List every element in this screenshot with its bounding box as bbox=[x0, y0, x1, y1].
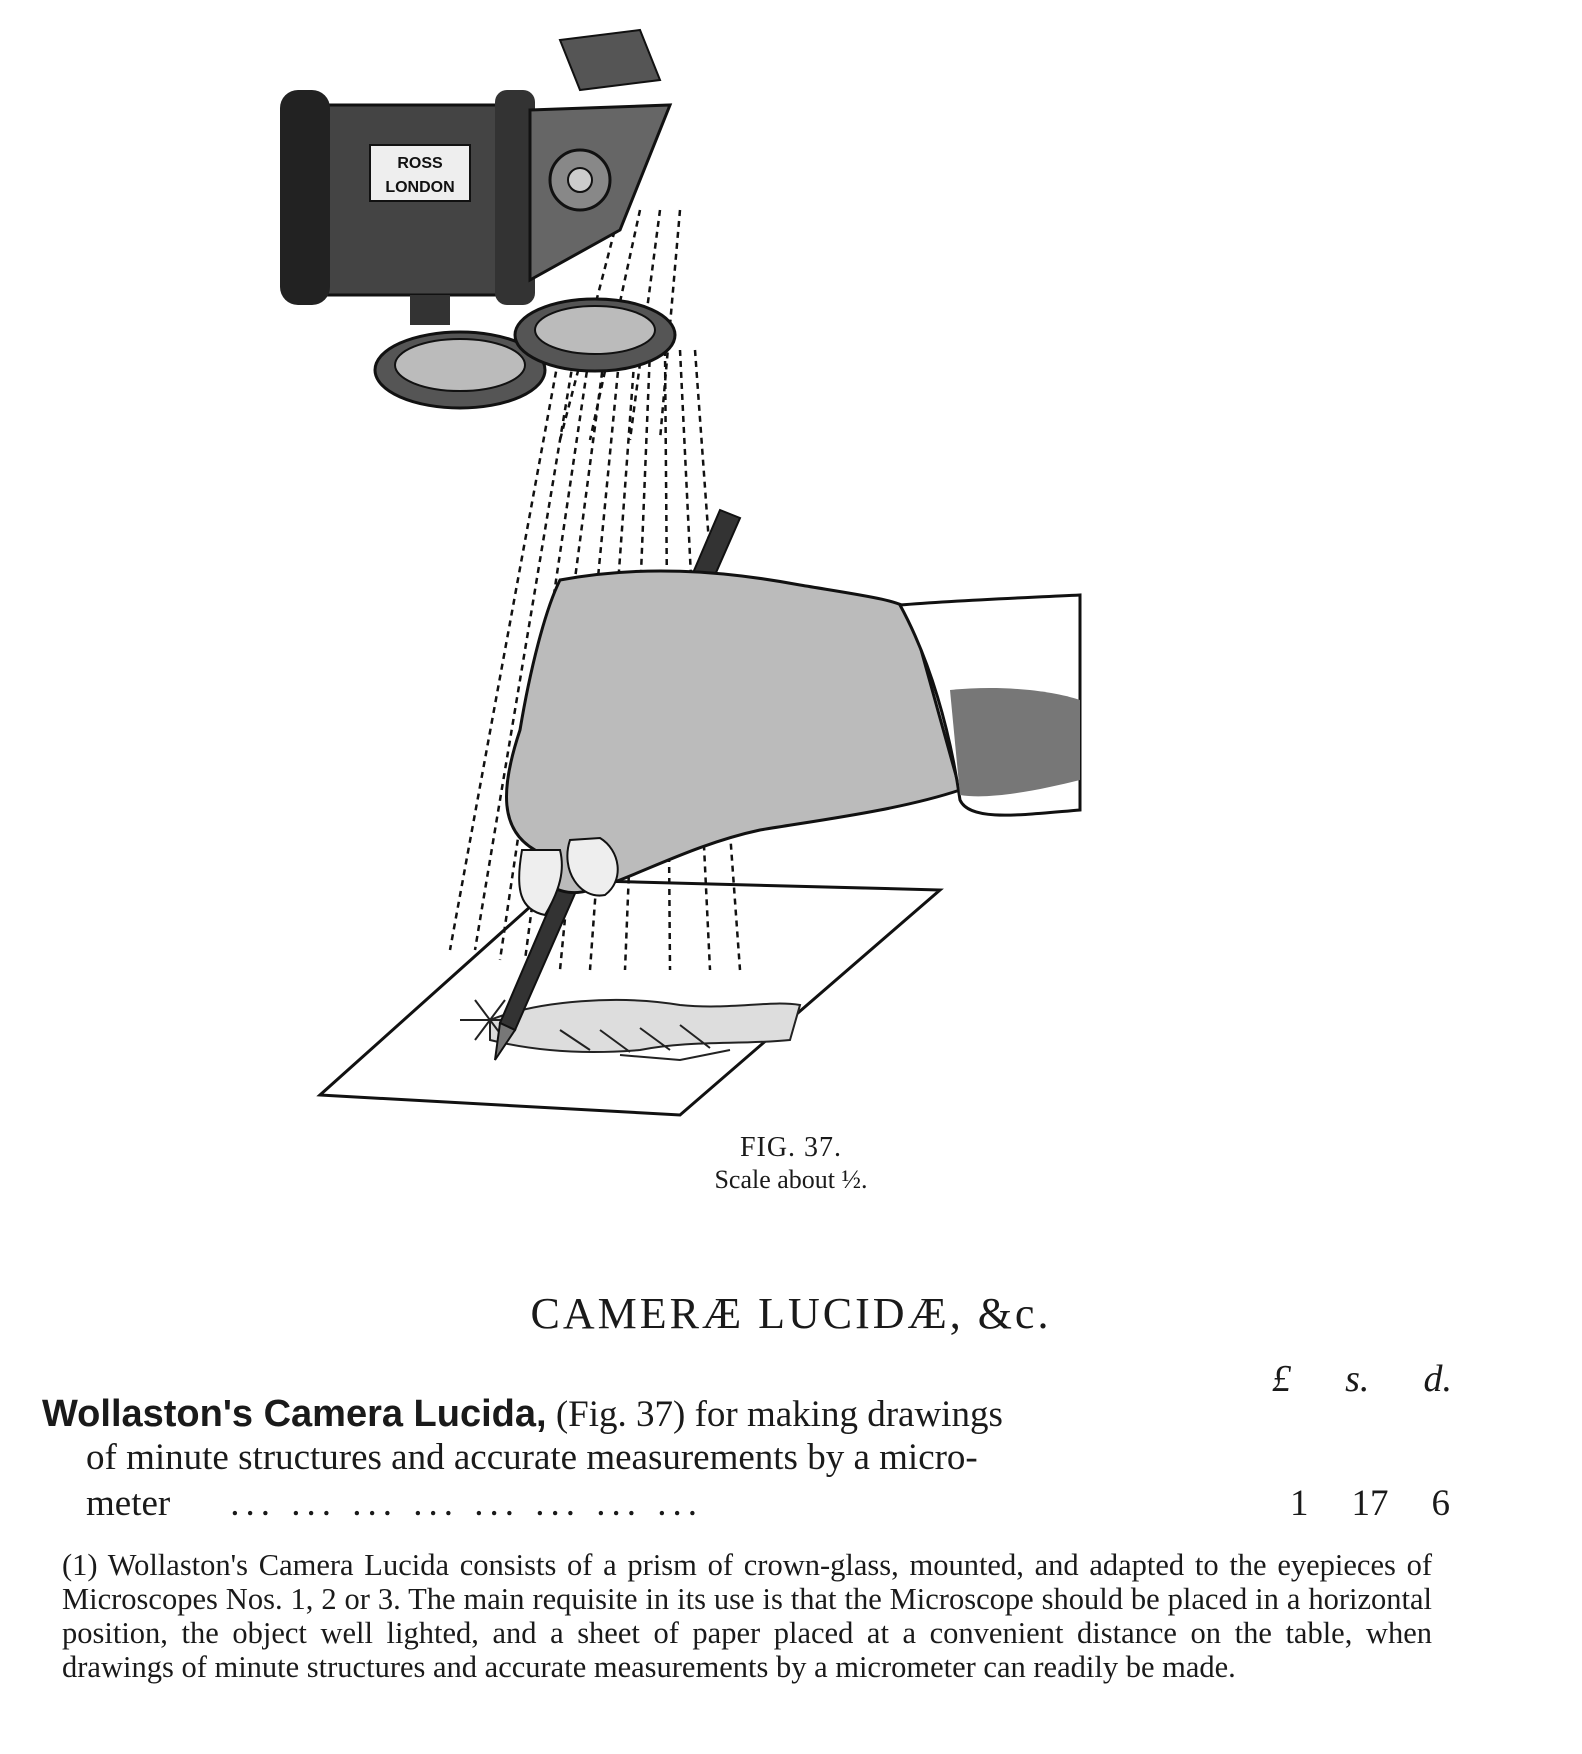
figure-label: FIG. 37. bbox=[739, 1132, 843, 1163]
footnote-text: (1) Wollaston's Camera Lucida consists of a prism of crown-glass, mounted, and adapted to the eyepieces of Microscopes Nos. 1, 2 or 3. The main requisite in its use is that the Microscope should be placed in a horizontal position, the object well lighted, and a sheet of paper placed at a convenient distance on the table, when drawings of minute structures and accurate measurements by a micrometer can readily be made. bbox=[62, 1548, 1432, 1684]
entry-price bbox=[1290, 1482, 1450, 1525]
entry-line-3 bbox=[86, 1482, 1226, 1526]
camera-lucida-illustration bbox=[260, 10, 1220, 1130]
drawing-hand bbox=[506, 571, 1080, 915]
entry-line-1-rest: (Fig. 37) for making drawings bbox=[546, 1394, 1003, 1435]
currency-shillings: s. bbox=[1345, 1358, 1370, 1400]
entry-line-3-text: meter bbox=[86, 1483, 171, 1524]
maker-label-ross: ROSS bbox=[397, 155, 443, 172]
price-shillings: 17 bbox=[1351, 1483, 1389, 1524]
mount-discs bbox=[375, 295, 675, 408]
footnote bbox=[28, 1548, 1432, 1684]
price-pence: 6 bbox=[1431, 1483, 1450, 1524]
currency-pounds: £ bbox=[1272, 1358, 1291, 1400]
paper-sheet bbox=[320, 880, 940, 1115]
entry-line-2: of minute structures and accurate measurements by a micro- bbox=[86, 1437, 978, 1478]
currency-pence: d. bbox=[1423, 1358, 1452, 1400]
entry-line-1 bbox=[42, 1392, 1242, 1437]
prism-housing bbox=[530, 30, 670, 280]
eyepiece-body bbox=[280, 90, 535, 305]
currency-header bbox=[1272, 1357, 1452, 1401]
figure-scale: Scale about ½. bbox=[714, 1165, 868, 1194]
maker-label-london: LONDON bbox=[385, 179, 455, 196]
price-pounds: 1 bbox=[1290, 1483, 1309, 1524]
entry-name: Wollaston's Camera Lucida, bbox=[42, 1393, 547, 1435]
entry-leaders: ... ... ... ... ... ... ... ... bbox=[230, 1483, 703, 1524]
section-heading: CAMERÆ LUCIDÆ, &c. bbox=[530, 1289, 1052, 1338]
